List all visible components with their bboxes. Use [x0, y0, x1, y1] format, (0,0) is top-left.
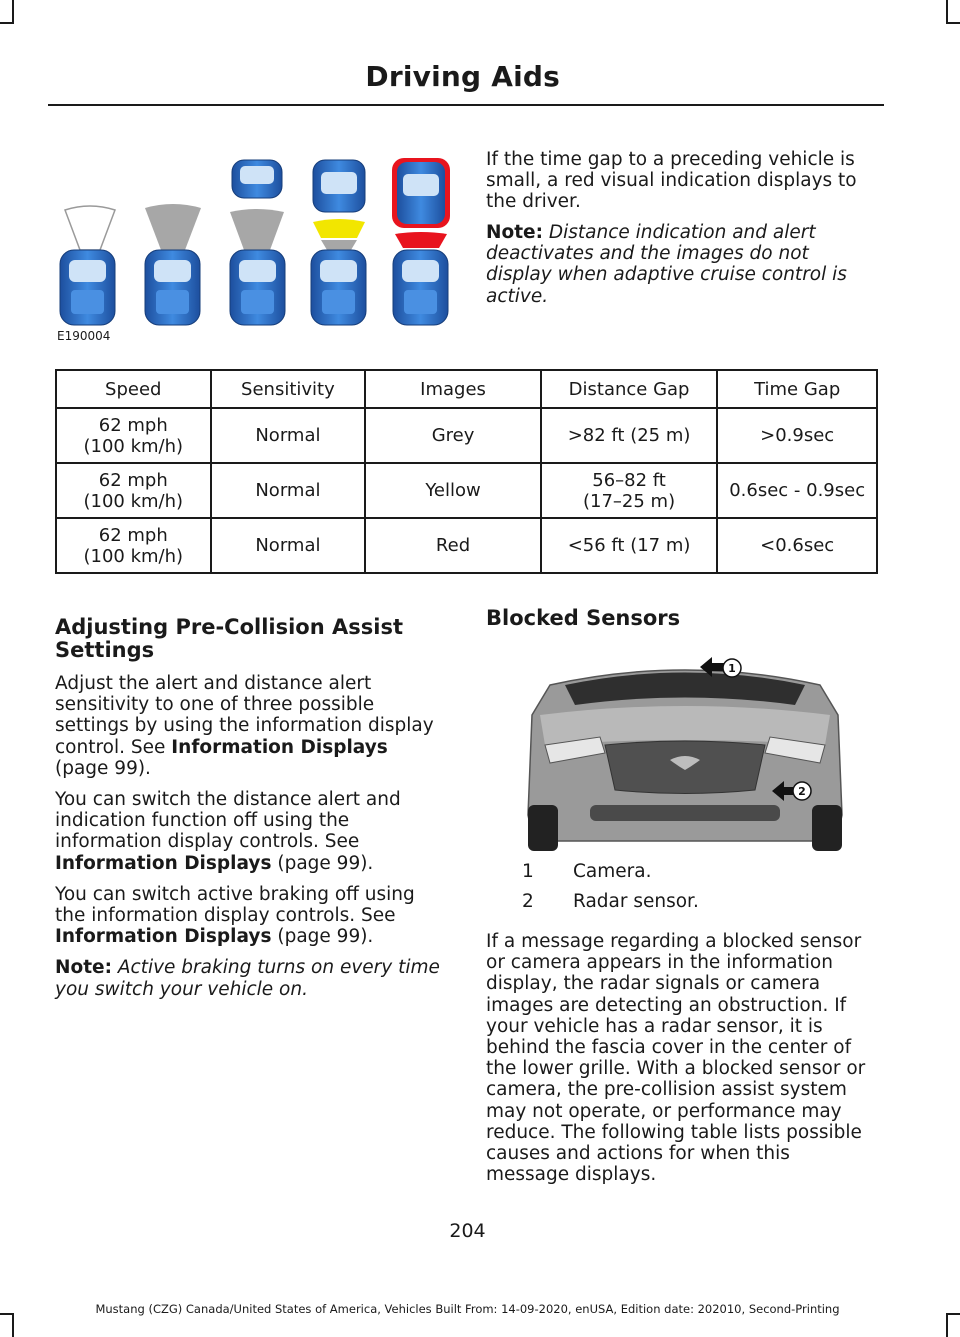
- table-row: [56, 408, 877, 463]
- crop-mark: [946, 1313, 948, 1337]
- column-header: Time Gap: [717, 370, 877, 408]
- note-label: Note:: [486, 222, 543, 243]
- blocked-sensors-paragraph: If a message regarding a blocked sensor or camera appears in the information display, the radar signals or camera images are detecting an obstruction. If your vehicle has a radar sensor, it is behind the fascia cover in the center of the lower grille. With a blocked sensor or camera, the pre-collision assist system may not operate, or performance may reduce. The following table lists possible causes and actions for when this message displays.: [486, 931, 866, 1186]
- car-grey-gap-indication: [230, 160, 285, 325]
- callout-1: 1: [728, 662, 736, 675]
- intro-paragraph: If the time gap to a preceding vehicle is small, a red visual indication displays to the driver.: [486, 149, 857, 213]
- images-cell: Grey: [365, 408, 541, 463]
- table-row: [56, 463, 877, 518]
- speed-cell: 62 mph (100 km/h): [56, 408, 211, 463]
- section-heading-blocked-sensors: Blocked Sensors: [486, 606, 681, 630]
- paragraph: Adjust the alert and distance alert sensitivity to one of three possible settings by using the information display control. See Information Displays (page 99).: [55, 673, 434, 779]
- images-cell: Yellow: [365, 463, 541, 518]
- column-header: Distance Gap: [541, 370, 718, 408]
- note-text: Distance indication and alert deactivates and the images do not display when adaptive cruise control is active.: [486, 222, 847, 307]
- header-divider: [48, 104, 884, 106]
- distance-cell: <56 ft (17 m): [541, 518, 718, 573]
- legend-label: Radar sensor.: [573, 891, 699, 912]
- paragraph: You can switch active braking off using the information display controls. See Information Displays (page 99).: [55, 883, 415, 948]
- legend-number: 2: [522, 891, 534, 912]
- legend-number: 1: [522, 861, 534, 882]
- car-grey-indication: [145, 204, 201, 325]
- time-cell: >0.9sec: [717, 408, 877, 463]
- vehicle-front-sensor-illustration: [520, 645, 850, 855]
- figure-id-label: E190004: [57, 329, 111, 343]
- cross-reference-link[interactable]: Information Displays: [55, 926, 272, 948]
- car-yellow-indication: [311, 160, 366, 325]
- table-row: [56, 518, 877, 573]
- callout-2: 2: [798, 785, 806, 798]
- column-header: Sensitivity: [211, 370, 366, 408]
- time-cell: 0.6sec - 0.9sec: [717, 463, 877, 518]
- sensitivity-cell: Normal: [211, 463, 366, 518]
- page-title: Driving Aids: [365, 60, 560, 93]
- legend-label: Camera.: [573, 861, 652, 882]
- sensitivity-cell: Normal: [211, 408, 366, 463]
- cross-reference-link[interactable]: Information Displays: [171, 736, 388, 758]
- column-header: Speed: [56, 370, 211, 408]
- note: [55, 957, 447, 999]
- column-header: Images: [365, 370, 541, 408]
- crop-mark: [946, 0, 948, 24]
- crop-mark: [12, 1313, 14, 1337]
- sensitivity-cell: Normal: [211, 518, 366, 573]
- images-cell: Red: [365, 518, 541, 573]
- note-text: Active braking turns on every time you switch your vehicle on.: [55, 957, 440, 1000]
- car-red-indication: [392, 158, 450, 325]
- note-label: Note:: [55, 957, 112, 979]
- distance-indication-illustration: [55, 150, 455, 350]
- crop-mark: [948, 22, 960, 24]
- time-gap-table: [55, 369, 878, 574]
- distance-cell: 56–82 ft (17–25 m): [541, 463, 718, 518]
- speed-cell: 62 mph (100 km/h): [56, 463, 211, 518]
- distance-cell: >82 ft (25 m): [541, 408, 718, 463]
- table-header-row: [56, 370, 877, 408]
- speed-cell: 62 mph (100 km/h): [56, 518, 211, 573]
- section-heading-pre-collision: Adjusting Pre-Collision Assist Settings: [55, 615, 403, 662]
- left-column: [55, 616, 447, 1000]
- paragraph: You can switch the distance alert and indication function off using the information display controls. See Information Displays (page 99).: [55, 789, 401, 874]
- crop-mark: [12, 0, 14, 24]
- page-number: 204: [449, 1220, 486, 1242]
- crop-mark: [948, 1313, 960, 1315]
- car-no-indication: [60, 206, 115, 325]
- intro-note: [486, 222, 878, 307]
- cross-reference-link[interactable]: Information Displays: [55, 852, 272, 874]
- crop-mark: [0, 22, 12, 24]
- time-cell: <0.6sec: [717, 518, 877, 573]
- footer-edition-text: Mustang (CZG) Canada/United States of America, Vehicles Built From: 14-09-2020, enUSA, Edition date: 202010, Second-Printing: [95, 1302, 840, 1316]
